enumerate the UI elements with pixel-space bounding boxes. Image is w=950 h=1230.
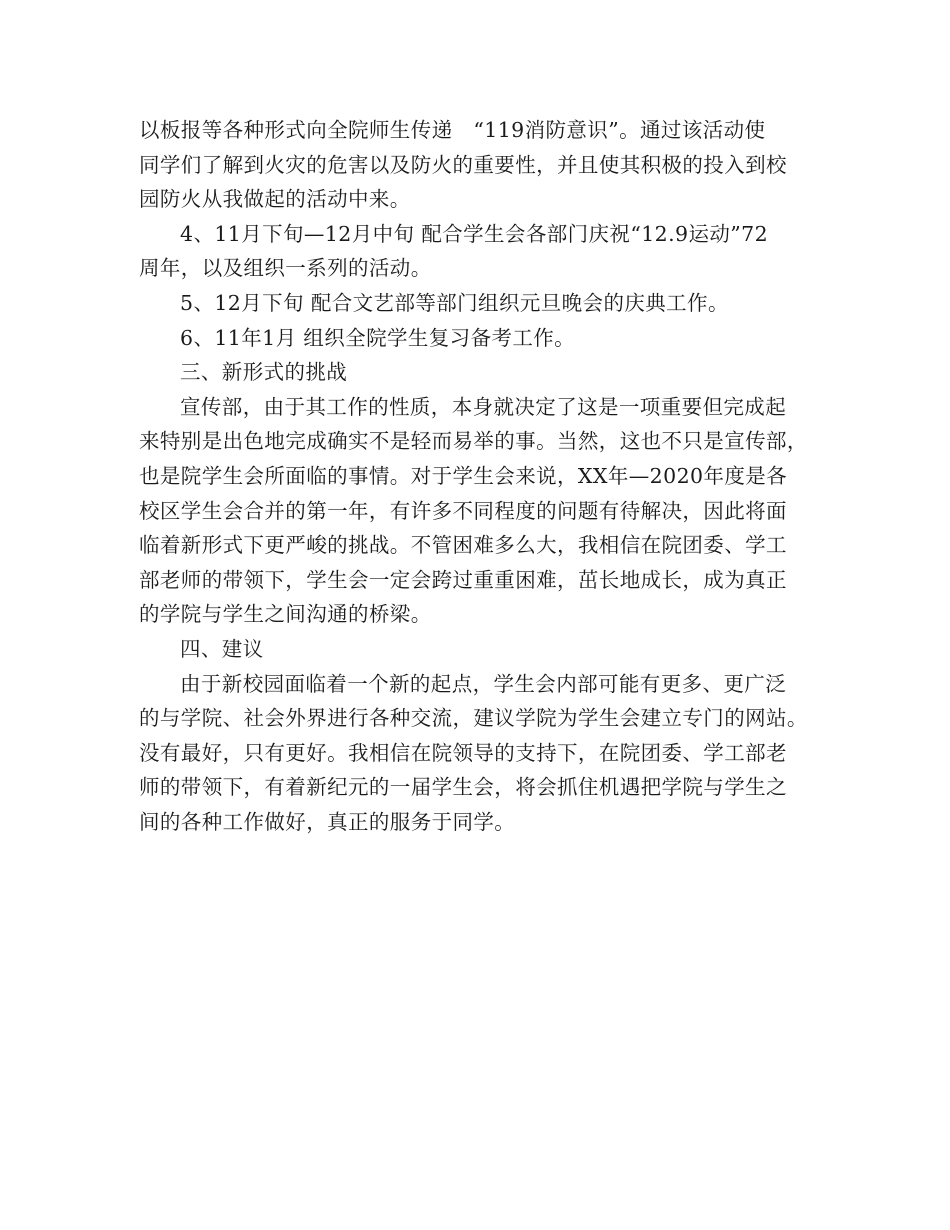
text-line: 间的各种工作做好，真正的服务于同学。	[139, 809, 516, 834]
text-line: 的与学院、社会外界进行各种交流，建议学院为学生会建立专门的网站。	[139, 706, 808, 731]
text-line: 没有最好，只有更好。我相信在院领导的支持下，在院团委、学工部老	[139, 740, 787, 765]
text-line: 以板报等各种形式向全院师生传递 “119消防意识”。通过该活动使	[139, 118, 766, 142]
paragraph-start: 由于新校园面临着一个新的起点，学生会内部可能有更多、更广泛	[180, 671, 787, 696]
paragraph-start: 宣传部，由于其工作的性质，本身就决定了这是一项重要但完成起	[180, 394, 787, 419]
text-line: 师的带领下，有着新纪元的一届学生会，将会抓住机遇把学院与学生之	[139, 775, 787, 800]
list-item-5: 5、12月下旬 配合文艺部等部门组织元旦晚会的庆典工作。	[180, 290, 729, 315]
text-line: 校区学生会合并的第一年，有许多不同程度的问题有待解决，因此将面	[139, 498, 787, 523]
section-heading-4: 四、建议	[180, 636, 264, 661]
document-body	[139, 113, 829, 839]
text-line: 同学们了解到火灾的危害以及防火的重要性，并且使其积极的投入到校	[139, 152, 787, 177]
section-heading-3: 三、新形式的挑战	[180, 360, 348, 385]
text-line: 临着新形式下更严峻的挑战。不管困难多么大，我相信在院团委、学工	[139, 533, 787, 558]
text-line: 园防火从我做起的活动中来。	[139, 187, 411, 212]
list-item-4: 4、11月下旬—12月中旬 配合学生会各部门庆祝“12.9运动”72	[180, 221, 769, 246]
text-line: 周年，以及组织一系列的活动。	[139, 256, 432, 281]
text-line: 来特别是出色地完成确实不是轻而易举的事。当然，这也不只是宣传部，	[139, 429, 808, 454]
text-line: 部老师的带领下，学生会一定会跨过重重困难，茁长地成长，成为真正	[139, 567, 787, 592]
text-line: 的学院与学生之间沟通的桥梁。	[139, 602, 432, 627]
list-item-6: 6、11年1月 组织全院学生复习备考工作。	[180, 325, 576, 350]
text-line: 也是院学生会所面临的事情。对于学生会来说，XX年—2020年度是各	[139, 463, 788, 488]
